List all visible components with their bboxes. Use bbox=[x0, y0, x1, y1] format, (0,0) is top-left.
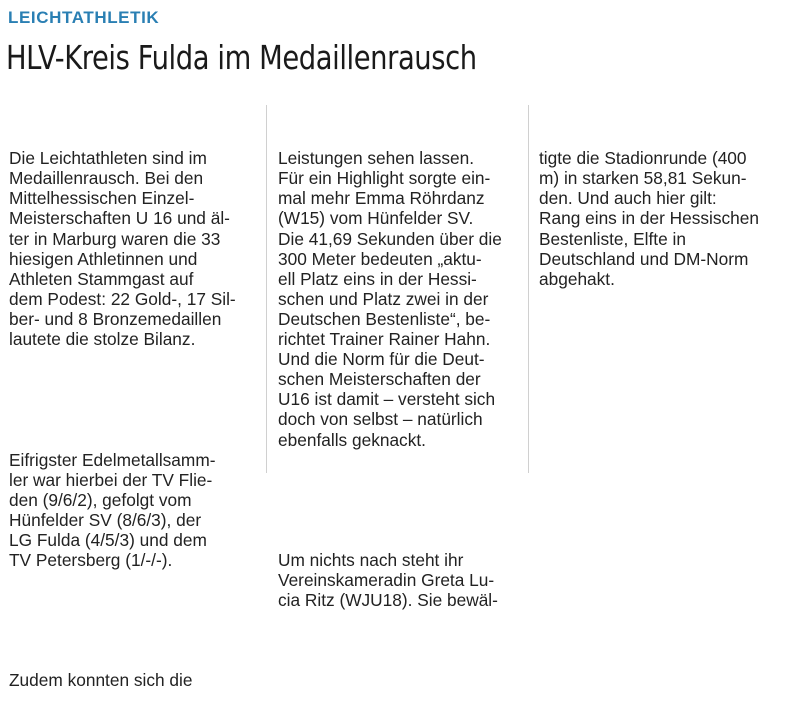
paragraph: Eifrigster Edelmetallsamm- ler war hierbei der TV Flie- den (9/6/2), gefolgt vom Hünfelder SV (8/6/3), der LG Fulda (4/5/3) und dem TV Petersberg (1/-/-). bbox=[9, 449, 216, 570]
paragraph: Um nichts nach steht ihr Vereinskameradin Greta Lu- cia Ritz (WJU18). Sie bewäl- bbox=[278, 549, 498, 611]
article-headline: HLV-Kreis Fulda im Medaillenrausch bbox=[6, 38, 477, 77]
article-column-3 bbox=[539, 108, 759, 309]
article-column-1 bbox=[9, 108, 236, 711]
paragraph: Die Leichtathleten sind im Medaillenrausch. Bei den Mittelhessischen Einzel- Meisterschaften U 16 und äl- ter in Marburg waren die 33 hiesigen Athletinnen und Athleten Stammgast auf dem Podest: 22 Gold-, 17 Sil- ber- und 8 Bronzemedaillen lautete die stolze Bilanz. bbox=[9, 148, 236, 350]
paragraph: Zudem konnten sich die bbox=[9, 670, 193, 691]
paragraph: tigte die Stadionrunde (400 m) in starken 58,81 Sekun- den. Und auch hier gilt: Rang eins in der Hessischen Bestenliste, Elfte in Deutschland und DM-Norm abgehakt. bbox=[539, 148, 759, 289]
section-kicker: LEICHTATHLETIK bbox=[8, 8, 160, 27]
column-divider bbox=[266, 105, 267, 473]
article-column-2 bbox=[278, 108, 502, 630]
paragraph: Leistungen sehen lassen. Für ein Highlight sorgte ein- mal mehr Emma Röhrdanz (W15) vom Hünfelder SV. Die 41,69 Sekunden über die 300 Meter bedeuten „aktu- ell Platz eins in der Hessi- schen und Platz zwei in der Deutschen Bestenliste“, be- richtet Trainer Rainer Hahn. Und die Norm für die Deut- schen Meisterschaften der U16 ist damit – versteht sich doch von selbst – natürlich ebenfalls geknackt. bbox=[278, 148, 502, 450]
column-divider bbox=[528, 105, 529, 473]
